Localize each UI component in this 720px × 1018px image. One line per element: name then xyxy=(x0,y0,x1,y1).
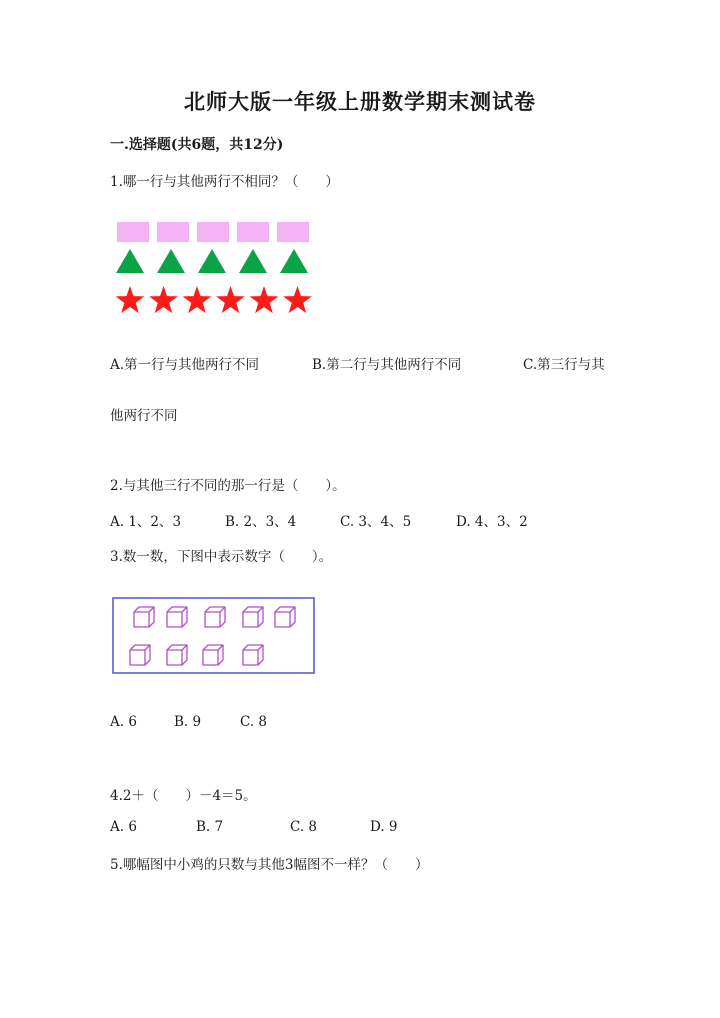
cube xyxy=(243,645,263,665)
green-triangle xyxy=(198,249,226,273)
question-3-figure xyxy=(112,597,316,675)
figure-border xyxy=(113,598,314,673)
cube xyxy=(134,607,154,627)
question-2-stem: 2.与其他三行不同的那一行是（ ）。 xyxy=(110,478,346,494)
cube xyxy=(205,607,225,627)
green-triangle xyxy=(239,249,267,273)
pink-square xyxy=(157,222,189,242)
question-4-stem: 4.2＋（ ）－4＝5。 xyxy=(110,788,257,804)
red-star xyxy=(283,286,312,313)
question-4-option-a[interactable]: A. 6 xyxy=(110,819,137,835)
question-3-option-b[interactable]: B. 9 xyxy=(174,714,202,730)
question-5-stem: 5.哪幅图中小鸡的只数与其他3幅图不一样？（ ） xyxy=(110,857,429,873)
red-star xyxy=(250,286,279,313)
question-4-option-b[interactable]: B. 7 xyxy=(196,819,224,835)
red-star xyxy=(116,286,145,313)
question-3-option-c[interactable]: C. 8 xyxy=(240,714,268,730)
question-1-option-c[interactable]: C.第三行与其 xyxy=(523,357,605,373)
red-star xyxy=(216,286,245,313)
page-title: 北师大版一年级上册数学期末测试卷 xyxy=(184,89,536,114)
question-3-option-a[interactable]: A. 6 xyxy=(110,714,137,730)
question-1-option-b[interactable]: B.第二行与其他两行不同 xyxy=(312,357,462,373)
cube xyxy=(130,645,150,665)
question-3-stem: 3.数一数，下图中表示数字（ ）。 xyxy=(110,549,333,565)
question-1-option-c-continued: 他两行不同 xyxy=(110,408,178,424)
green-triangle xyxy=(116,249,144,273)
question-2-option-a[interactable]: A. 1、2、3 xyxy=(110,514,182,530)
red-star xyxy=(183,286,212,313)
green-triangle xyxy=(280,249,308,273)
question-4-option-c[interactable]: C. 8 xyxy=(290,819,318,835)
cube xyxy=(167,607,187,627)
question-2-option-b[interactable]: B. 2、3、4 xyxy=(225,514,297,530)
question-1-figure xyxy=(110,212,320,322)
section-heading: 一.选择题(共6题，共12分) xyxy=(110,137,284,153)
question-1-option-a[interactable]: A.第一行与其他两行不同 xyxy=(110,357,260,373)
pink-square xyxy=(197,222,229,242)
question-1-stem: 1.哪一行与其他两行不相同？（ ） xyxy=(110,174,339,190)
cube xyxy=(275,607,295,627)
cube xyxy=(167,645,187,665)
pink-square xyxy=(277,222,309,242)
question-4-option-d[interactable]: D. 9 xyxy=(370,819,398,835)
green-triangle xyxy=(157,249,185,273)
question-2-option-d[interactable]: D. 4、3、2 xyxy=(456,514,528,530)
question-2-option-c[interactable]: C. 3、4、5 xyxy=(340,514,412,530)
pink-square xyxy=(117,222,149,242)
red-star xyxy=(149,286,178,313)
cube xyxy=(243,607,263,627)
cube xyxy=(203,645,223,665)
pink-square xyxy=(237,222,269,242)
